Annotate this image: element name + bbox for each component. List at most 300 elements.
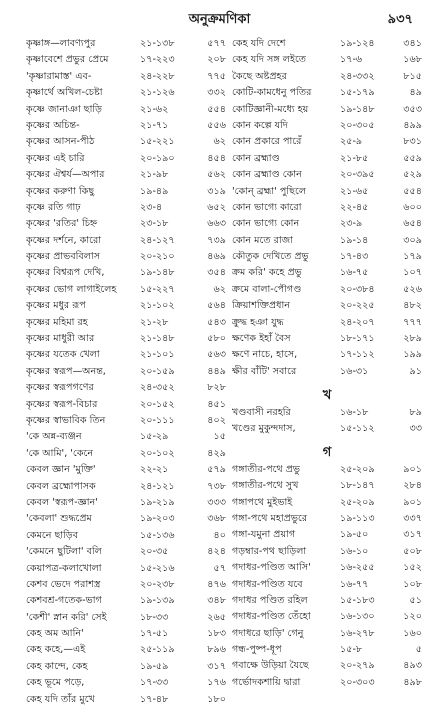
entry-reference: ১৯-১৩৯ (140, 595, 175, 607)
index-entry (26, 511, 226, 527)
entry-reference: ২০-৩৫ (140, 546, 169, 558)
entry-page: ১৮০ (207, 693, 226, 705)
entry-reference: ১৬-২৫৫ (340, 562, 375, 574)
entry-text: ক্রিয়াশক্তিপ্রধান (232, 300, 290, 312)
entry-reference: ২৫-২০৯ (340, 463, 375, 475)
entry-page: ১৭৬ (207, 677, 226, 689)
entry-reference: ১৬-৩১ (340, 365, 369, 377)
entry-reference: ২০-৩০৫ (340, 119, 375, 131)
entry-text: 'কে আমি', 'কেনে (26, 447, 94, 459)
entry-page: ৪৯৮ (403, 676, 422, 688)
entry-page: ৪৫১ (207, 398, 226, 410)
entry-page: ৩৩৩ (207, 496, 226, 508)
index-entry (26, 249, 226, 265)
index-entry (26, 298, 226, 314)
entry-text: কৃষ্ণে রতি গাঢ় (26, 201, 81, 213)
entry-reference: ১৫-২৯ (140, 431, 169, 443)
entry-text: কোন ভাগ্যে কোন (232, 218, 300, 230)
entry-page: ২৮৯ (403, 333, 422, 345)
entry-text: ক্ষণেক ইহাঁ বৈস (232, 333, 291, 345)
entry-reference: ২১-১৩৮ (140, 38, 175, 49)
entry-reference: ১৫-২১৬ (140, 562, 175, 574)
entry-page: ৩৬৮ (207, 513, 226, 525)
entry-page: ৪২৪ (207, 546, 226, 558)
entry-text: কৃষ্ণের স্বরূপ-বিচার (26, 398, 98, 410)
entry-text: কেহ কান্দে, কেহ (26, 660, 88, 672)
entry-page: ৬৬৩ (207, 218, 226, 230)
entry-page: ১৫২ (403, 562, 422, 574)
entry-text: কৃষ্ণের এই চারি (26, 152, 85, 164)
entry-reference: ২০-১৫২ (140, 398, 175, 410)
entry-text: কেয়াপত্র-কলাখোলা (26, 562, 102, 574)
index-entry (232, 233, 422, 249)
index-entry (26, 528, 226, 544)
entry-page: ৫৫৬ (207, 119, 226, 131)
entry-page: ৩৩২ (207, 87, 226, 99)
entry-page: ৫২৯ (403, 169, 422, 181)
index-entry (26, 69, 226, 85)
entry-text: গদাধর-পণ্ডিত তেঁহো (232, 611, 311, 623)
index-entry (26, 626, 226, 642)
entry-page: ২৮৪ (403, 480, 422, 492)
entry-reference: ২০-৩৯৫ (340, 169, 375, 181)
entry-page: ৫৭ (213, 562, 226, 574)
entry-reference: ১৯-১৪ (340, 234, 369, 246)
index-entry (232, 593, 422, 609)
entry-page: ৪৫৪ (207, 152, 226, 164)
index-entry (26, 36, 226, 52)
index-entry (232, 347, 422, 363)
index-entry (26, 577, 226, 593)
entry-reference: ২০-২৩৮ (140, 578, 175, 590)
entry-text: কৃষ্ণার্থে অখিল-চেষ্টা (26, 87, 103, 99)
entry-reference: ২১-১৪৮ (140, 333, 175, 345)
section-heading-kh: খ (322, 388, 332, 404)
entry-text: কোন প্রকারে পারেঁ (232, 136, 302, 148)
index-entry (232, 577, 422, 593)
entry-reference: ১৭-৬ (340, 54, 363, 66)
entry-reference: ১৫-১৮৩ (340, 594, 375, 606)
entry-page: ৫৬২ (207, 169, 226, 181)
entry-page: ৬২ (213, 283, 226, 295)
entry-text: কেশব ভেদে পরাশস্ত্র (26, 578, 101, 590)
index-entry (232, 52, 422, 68)
entry-reference: ১৯-২০৩ (140, 513, 175, 525)
index-entry (26, 184, 226, 200)
entry-text: ক্রুদ্ধ হঞা যুদ্ধ (232, 316, 284, 328)
entry-reference: ২১-১০২ (140, 300, 175, 312)
entry-reference: ২১-৮৫ (340, 152, 369, 164)
entry-reference: ১৭-২২৩ (140, 54, 175, 66)
entry-reference: ২০-১৯০ (140, 152, 175, 164)
entry-reference: ২০-১০২ (140, 447, 175, 459)
index-entry (232, 675, 422, 691)
entry-text: গঙ্গাতীর-পথে প্রভু (232, 463, 301, 475)
entry-text: কোন কল্পে যদি (232, 119, 288, 131)
entry-page: ৯০১ (403, 496, 422, 508)
entry-page: ৫১ (409, 594, 422, 606)
entry-page: ৪৮২ (403, 300, 422, 312)
index-entry (26, 134, 226, 150)
entry-reference: ২৩-৪ (140, 201, 163, 213)
entry-page: ৪৯৩ (403, 660, 422, 672)
entry-reference: ১৯-১৪৮ (340, 103, 375, 115)
index-entry (232, 544, 422, 560)
entry-text: কোন ব্রহ্মাণ্ড কোন (232, 169, 302, 181)
entry-text: কৃষ্ণের মাধুরী আর (26, 333, 95, 345)
entry-reference: ২৪-৩৩২ (340, 70, 375, 82)
entry-page: ৫৬৪ (207, 300, 226, 312)
entry-text: গড়ম্বার-পথ ছাড়িলা (232, 545, 307, 557)
entry-text: কৃষ্ণের প্রাভববিলাস (26, 251, 101, 263)
index-entry (26, 397, 226, 413)
entry-reference: ১৯-৫০ (340, 529, 369, 541)
index-entry (26, 167, 226, 183)
entry-text: কৃষ্ণের দর্শনে, কারো (26, 234, 102, 246)
entry-page: ৩১৭ (403, 529, 422, 541)
entry-text: খণ্ডের মুকুন্দদাস, (232, 422, 296, 434)
index-entry (26, 692, 226, 708)
index-entry (232, 511, 422, 527)
index-entry (232, 495, 422, 511)
entry-reference: ১৮-১৪৭ (340, 480, 375, 492)
entry-reference: ১৯-৫৯ (140, 660, 169, 672)
entry-reference: ২১-২৮ (140, 316, 169, 328)
entry-text: গঙ্গা-যমুনা প্রয়াগ (232, 529, 296, 541)
entry-text: কোটি-কামধেনু পতির (232, 87, 312, 99)
entry-text: ক্ষণে নাচে, হাসে, (232, 349, 298, 361)
entry-page: ৬০০ (403, 201, 422, 213)
index-entry (26, 642, 226, 658)
index-entry (232, 216, 422, 232)
index-entry (26, 479, 226, 495)
index-entry (26, 282, 226, 298)
entry-page: ১৫ (213, 431, 226, 443)
entry-page: ৫০৮ (403, 545, 422, 557)
entry-reference: ১৬-১০ (340, 545, 369, 557)
entry-page: ৩৫৩ (403, 103, 422, 115)
entry-text: কৌতুক দেখিতে প্রভু (232, 251, 309, 263)
entry-page: ৭৭৫ (207, 70, 226, 82)
entry-reference: ২১-৬৫ (340, 185, 369, 197)
entry-text: খণ্ডবাসী নরহরি (232, 406, 291, 418)
entry-text: গদাধর-পণ্ডিত যবে (232, 578, 303, 590)
entry-page: ৫৪৩ (207, 316, 226, 328)
entry-page: ৫৭৭ (207, 38, 226, 49)
entry-text: গন্ধ-পুষ্প-ধূপ (232, 644, 282, 656)
entry-reference: ২২-৪৫ (340, 201, 369, 213)
index-entry (26, 315, 226, 331)
entry-page: ৭৩৮ (207, 480, 226, 492)
entry-page: ১৮৩ (207, 628, 226, 640)
entry-reference: ২০-২২৫ (340, 300, 375, 312)
entry-reference: ২৪-১২১ (140, 480, 175, 492)
entry-text: ক্ষীর বাঁটি' সবারে (232, 365, 297, 377)
index-entry (232, 102, 422, 118)
index-entry (232, 642, 422, 658)
index-entry (232, 609, 422, 625)
entry-text: কেহ ভূমে পড়ে, (26, 677, 85, 689)
entry-reference: ২১-১০১ (140, 349, 175, 361)
entry-text: কোন ভাগ্যে কারো (232, 201, 302, 213)
index-entry (26, 429, 226, 445)
entry-text: কৃষ্ণের ভোগ লাগাইলেহ (26, 283, 117, 295)
page-number: ৯৩৭ (387, 12, 413, 27)
index-entry (26, 200, 226, 216)
index-entry (232, 405, 422, 421)
index-entry (232, 478, 422, 494)
entry-page: ৩১৯ (207, 185, 226, 197)
entry-reference: ১৬-১৩০ (340, 611, 375, 623)
entry-page: ৬৫২ (207, 201, 226, 213)
entry-page: ৬২ (213, 136, 226, 148)
entry-text: গদাধর পণ্ডিত রহিল (232, 594, 308, 606)
entry-text: কেহ কহে,—এই (26, 644, 86, 656)
index-entry (232, 364, 422, 380)
entry-reference: ২১-৯৮ (140, 169, 169, 181)
entry-page: ৯১ (409, 365, 422, 377)
index-entry (232, 134, 422, 150)
index-entry (232, 462, 422, 478)
entry-reference: ২৫-১১৯ (140, 644, 175, 656)
index-entry (26, 102, 226, 118)
entry-reference: ১৯-১৪৮ (140, 267, 175, 279)
entry-text: কেহ যদি সঙ্গ লইতে (232, 54, 306, 66)
entry-text: কৃষ্ণাবেশে প্রভুর প্রেমে (26, 54, 109, 66)
index-entry (232, 282, 422, 298)
index-entry (232, 85, 422, 101)
entry-reference: ২১-১২৬ (140, 87, 175, 99)
entry-reference: ১৯-২১৯ (140, 496, 175, 508)
entry-text: কৃষ্ণের মধুর রূপ (26, 300, 86, 312)
entry-text: ক্রমে বালা-পৌগণ্ড (232, 283, 302, 295)
entry-text: গদাধর-পণ্ডিত আসি' (232, 562, 311, 574)
index-entry (26, 233, 226, 249)
entry-text: কৈছে অষ্টপ্রহর (232, 70, 287, 82)
entry-text: কৃষ্ণের 'রতির' চিহ্ন (26, 218, 98, 230)
entry-page: ৩৩ (409, 422, 422, 434)
index-entry (232, 527, 422, 543)
entry-page: ৫৮০ (207, 333, 226, 345)
entry-reference: ২২-২১ (140, 464, 169, 476)
index-entry (232, 118, 422, 134)
entry-page: ৩৪১ (403, 38, 422, 49)
entry-text: 'কৃষ্ণারামাস্ত' এব- (26, 70, 92, 82)
entry-page: ৪৭৬ (207, 578, 226, 590)
index-entry (26, 265, 226, 281)
entry-reference: ১৮-৩৩ (140, 611, 169, 623)
index-entry (232, 69, 422, 85)
entry-reference: ১৬-২৭৮ (340, 627, 375, 639)
entry-reference: ২৪-১২৭ (140, 234, 175, 246)
entry-text: 'কেবলা' শুদ্ধপ্রেম (26, 513, 92, 525)
entry-text: কৃষ্ণের যতেক খেলা (26, 349, 100, 361)
entry-page: ৪২৯ (207, 447, 226, 459)
entry-page: ১০৮ (403, 578, 422, 590)
entry-text: কোটিজ্ঞানী-মধ্যে হয় (232, 103, 309, 115)
entry-text: কোন মতে রাজা (232, 234, 294, 246)
entry-reference: ২০-২১০ (140, 251, 175, 263)
entry-page: ৪৪৯ (207, 365, 226, 377)
entry-text: কৃষ্ণের ঐশ্বর্য—অপার (26, 169, 105, 181)
entry-page: ৮৯৬ (207, 644, 226, 656)
entry-reference: ১৬-১৮ (340, 406, 369, 418)
entry-page: ৪০ (213, 529, 226, 541)
entry-page: ৮২৮ (207, 382, 226, 394)
entry-page: ১৬৮ (403, 54, 422, 66)
entry-reference: ২০-১৫৯ (140, 365, 175, 377)
index-entry (232, 151, 422, 167)
entry-page: ৩০৯ (403, 234, 422, 246)
entry-page: ১৯৯ (403, 349, 422, 361)
entry-page: ২০৮ (207, 54, 226, 66)
index-entry (26, 675, 226, 691)
index-entry (26, 151, 226, 167)
entry-reference: ১৫-১৩৬ (140, 529, 175, 541)
index-entry (232, 331, 422, 347)
entry-reference: ১৭-৫১ (140, 628, 169, 640)
entry-page: ১৬০ (403, 627, 422, 639)
entry-page: ৭৩৯ (207, 234, 226, 246)
index-entry (232, 200, 422, 216)
entry-page: ৫৭৯ (207, 464, 226, 476)
entry-reference: ১৫-১১২ (340, 422, 375, 434)
entry-text: কেবল জ্ঞান 'মুক্তি' (26, 464, 96, 476)
index-entry (232, 167, 422, 183)
index-entry (232, 36, 422, 52)
index-entry (232, 265, 422, 281)
entry-reference: ১৯-১২৪ (340, 38, 375, 49)
entry-text: কৃষ্ণে জানাঞা ছাড়ি (26, 103, 102, 115)
entry-reference: ২০-২৭৯ (340, 660, 375, 672)
index-column-left (26, 36, 226, 708)
entry-page: ৫৫৪ (207, 103, 226, 115)
entry-reference: ১৯-১১৩ (340, 512, 375, 524)
entry-page: ৮৩১ (403, 136, 422, 148)
index-entry (26, 216, 226, 232)
index-entry (26, 52, 226, 68)
entry-page: ৮১৫ (403, 70, 422, 82)
entry-reference: ১৭-৪৩ (340, 251, 369, 263)
index-entry (26, 413, 226, 429)
entry-reference: ১৮-১৭১ (340, 333, 375, 345)
entry-reference: ২১-৭১ (140, 119, 169, 131)
entry-page: ৫২৬ (403, 283, 422, 295)
entry-page: ৫৫৯ (403, 152, 422, 164)
entry-page: ৪৬৯ (207, 251, 226, 263)
entry-text: গঙ্গাতীর-পথে সুখ (232, 480, 299, 492)
index-entry (232, 298, 422, 314)
index-entry (26, 593, 226, 609)
entry-text: কৃষ্ণের স্বাভাবিক তিন (26, 414, 106, 426)
entry-text: গঙ্গা-পথে মহাপ্রভুরে (232, 512, 308, 524)
entry-text: 'কেশী' স্নান করি' সেই (26, 611, 107, 623)
entry-page: ৫৬৩ (207, 349, 226, 361)
index-entry (26, 85, 226, 101)
index-entry (232, 249, 422, 265)
entry-page: ৪৯ (409, 87, 422, 99)
entry-text: গবাক্ষে উড়িয়া যৈছে (232, 660, 309, 672)
index-entry (26, 446, 226, 462)
entry-text: গর্ভোদকশায়ি দ্বারা (232, 676, 301, 688)
page-header (0, 8, 439, 28)
entry-text: কৃষ্ণের আসন-পীঠ (26, 136, 95, 148)
entry-page: ৫ (415, 644, 422, 656)
index-entry (232, 560, 422, 576)
section-heading-g: গ (322, 445, 332, 461)
index-entry (26, 495, 226, 511)
entry-text: কেহ অম আনি' (26, 628, 84, 640)
entry-page: ৯০১ (403, 463, 422, 475)
entry-page: ৪০২ (207, 414, 226, 426)
entry-text: কেমনে ছাড়িব (26, 529, 79, 541)
entry-page: ৬৫৪ (403, 218, 422, 230)
index-entry (26, 331, 226, 347)
entry-reference: ১৫-২২১ (140, 136, 175, 148)
entry-text: 'কে অন্ন-ব্যঞ্জন (26, 431, 82, 443)
index-entry (26, 610, 226, 626)
entry-page: ৭৭৭ (403, 316, 422, 328)
entry-text: কৃষ্ণের বিশ্বরূপ দেখি, (26, 267, 105, 279)
entry-page: ৪৯৯ (403, 119, 422, 131)
index-entry (26, 659, 226, 675)
entry-reference: ২৪-২২৮ (140, 70, 175, 82)
entry-text: কৃষ্ণের স্বরূপগণের (26, 382, 94, 394)
entry-page: ৩৫৪ (207, 267, 226, 279)
entry-text: কৃষ্ণের করুণা কিছু (26, 185, 95, 197)
index-entry (232, 626, 422, 642)
page-title: অনুক্রমণিকা (188, 12, 251, 27)
entry-page: ১২০ (403, 611, 422, 623)
entry-page: ৫৫৪ (403, 185, 422, 197)
entry-reference: ১৭-১১২ (340, 349, 375, 361)
index-entry (26, 118, 226, 134)
entry-reference: ২০-৩৮৪ (340, 283, 375, 295)
index-column-right (232, 36, 422, 691)
entry-reference: ২৪-৩৫২ (140, 382, 175, 394)
entry-reference: ২৩-৯ (340, 218, 363, 230)
entry-reference: ১৫-৮ (340, 644, 363, 656)
entry-page: ১৭৯ (403, 251, 422, 263)
entry-text: কৃষ্ণের স্বরূপ—অনন্ত, (26, 365, 106, 377)
index-entry (26, 347, 226, 363)
entry-text: গঙ্গাপথে মুইভাই (232, 496, 293, 508)
entry-text: কেশবশ্র-গতেক-ভাগ (26, 595, 102, 607)
entry-reference: ২৫-২০৯ (340, 496, 375, 508)
entry-reference: ২০-১১১ (140, 414, 175, 426)
entry-text: গদাধরে ছাড়ি' গেনু (232, 627, 304, 639)
index-entry (26, 380, 226, 396)
entry-reference: ১৬-৭৫ (340, 267, 369, 279)
entry-reference: ১৫-২২৭ (140, 283, 175, 295)
index-entry (26, 364, 226, 380)
entry-reference: ১৭-৪৮ (140, 693, 169, 705)
entry-reference: ২৫-৯ (340, 136, 363, 148)
entry-text: কৃষ্ণাঙ্গ—লাবণ্যপুর (26, 38, 96, 49)
entry-reference: ১৭-৩৩ (140, 677, 169, 689)
entry-page: ১০৭ (403, 267, 422, 279)
index-entry (232, 184, 422, 200)
entry-text: কেবল ব্রহ্মোপাসক (26, 480, 96, 492)
index-entry (26, 462, 226, 478)
entry-text: কেহ যদি তাঁর মুখে (26, 693, 95, 705)
entry-reference: ১৬-৭৭ (340, 578, 369, 590)
index-entry (232, 421, 422, 437)
entry-page: ২৬৫ (207, 611, 226, 623)
index-entry (232, 658, 422, 674)
index-entry (26, 561, 226, 577)
entry-reference: ২১-৬২ (140, 103, 169, 115)
